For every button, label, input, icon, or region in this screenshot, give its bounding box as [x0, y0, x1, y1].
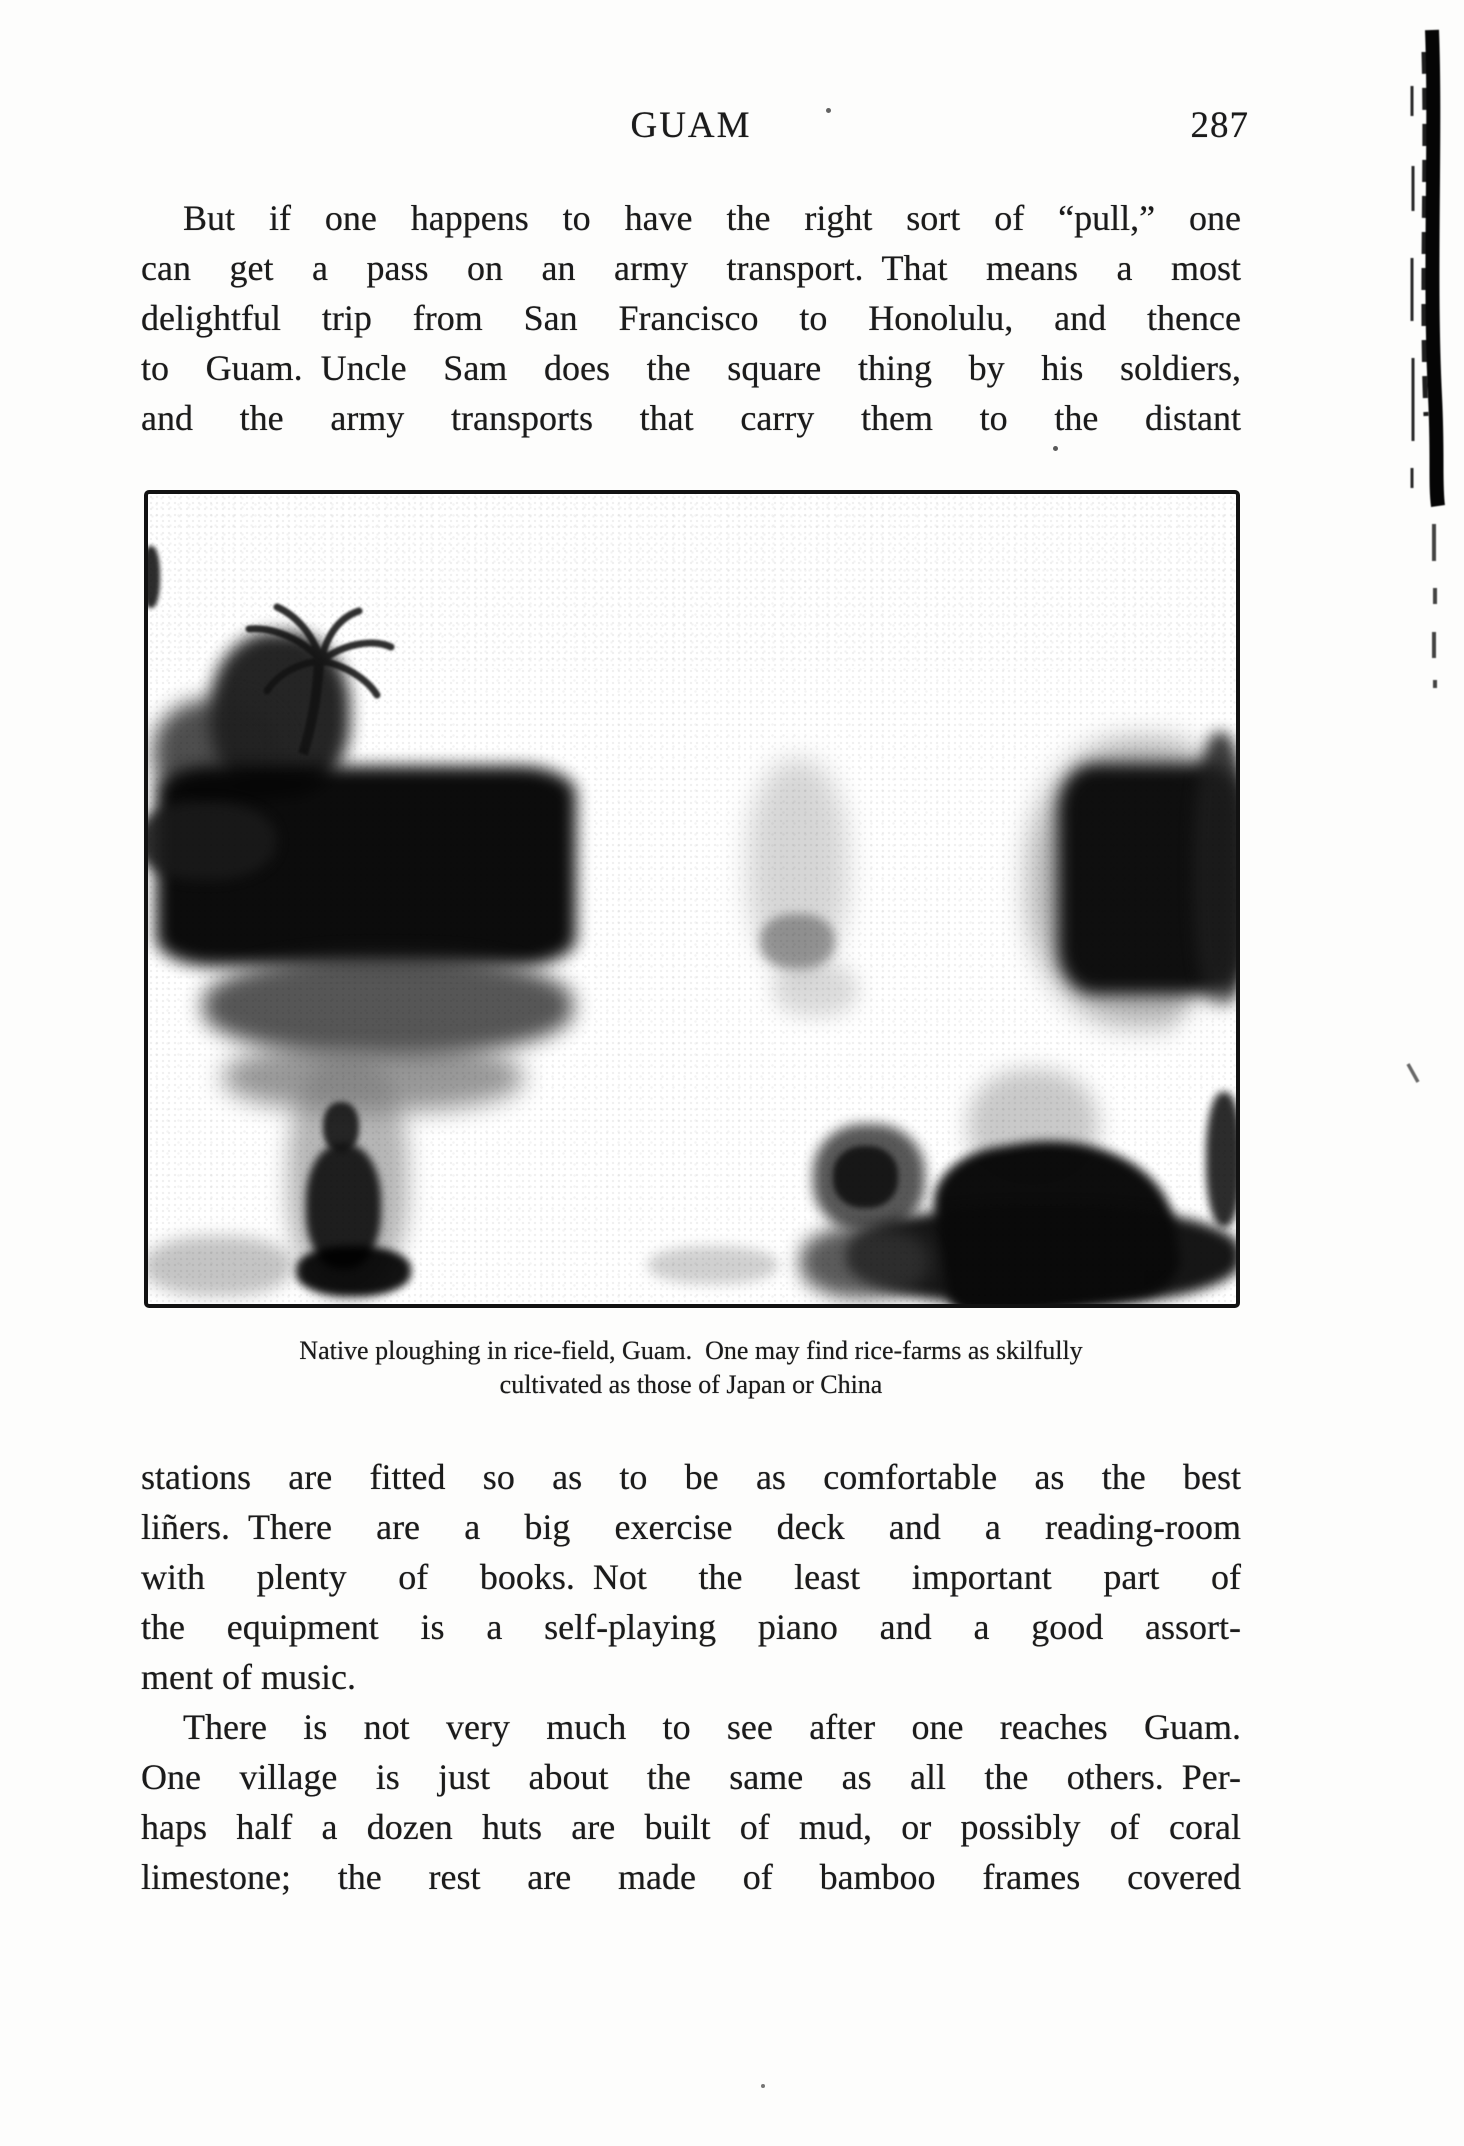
- caption-line: Native ploughing in rice-field, Guam. One may find rice-farms as skilfully: [299, 1336, 1083, 1365]
- text-line: and the army transports that carry them to the distant: [141, 398, 1241, 438]
- text-line: with plenty of books. Not the least important part of: [141, 1557, 1241, 1597]
- text-line: haps half a dozen huts are built of mud, or possibly of coral: [141, 1807, 1241, 1847]
- text-line: stations are fitted so as to be as comfortable as the best: [141, 1457, 1241, 1497]
- page-number: 287: [1190, 105, 1249, 146]
- photo-halftone-art: [148, 494, 1236, 1304]
- ink-speck: [761, 2084, 765, 2088]
- text-line: limestone; the rest are made of bamboo frames covered: [141, 1857, 1241, 1897]
- text-line: delightful trip from San Francisco to Honolulu, and thence: [141, 298, 1241, 338]
- running-title: GUAM: [630, 105, 752, 146]
- paragraph-3: [141, 1702, 1241, 1902]
- paragraph-2: [141, 1452, 1241, 1702]
- text-line: the equipment is a self-playing piano and a good assort-: [141, 1607, 1241, 1647]
- ink-speck: [1053, 446, 1058, 451]
- halftone-grain: [148, 494, 1236, 669]
- text-line: to Guam. Uncle Sam does the square thing by his soldiers,: [141, 348, 1241, 388]
- caption-line: cultivated as those of Japan or China: [499, 1370, 883, 1399]
- text-line: liñers. There are a big exercise deck and a reading-room: [141, 1507, 1241, 1547]
- page-header: [141, 104, 1249, 150]
- binding-streak-artifact: [1398, 16, 1464, 1096]
- text-line: ment of music.: [141, 1657, 356, 1697]
- photo-caption: [141, 1334, 1241, 1402]
- ink-speck: [826, 108, 831, 113]
- text-line: One village is just about the same as all the others. Per-: [141, 1757, 1241, 1797]
- photo-native-ploughing-rice-field: [144, 490, 1240, 1308]
- paragraph-1: [141, 193, 1241, 443]
- text-line: But if one happens to have the right sort of “pull,” one: [183, 198, 1241, 238]
- text-line: can get a pass on an army transport. That means a most: [141, 248, 1241, 288]
- text-line: There is not very much to see after one reaches Guam.: [183, 1707, 1241, 1747]
